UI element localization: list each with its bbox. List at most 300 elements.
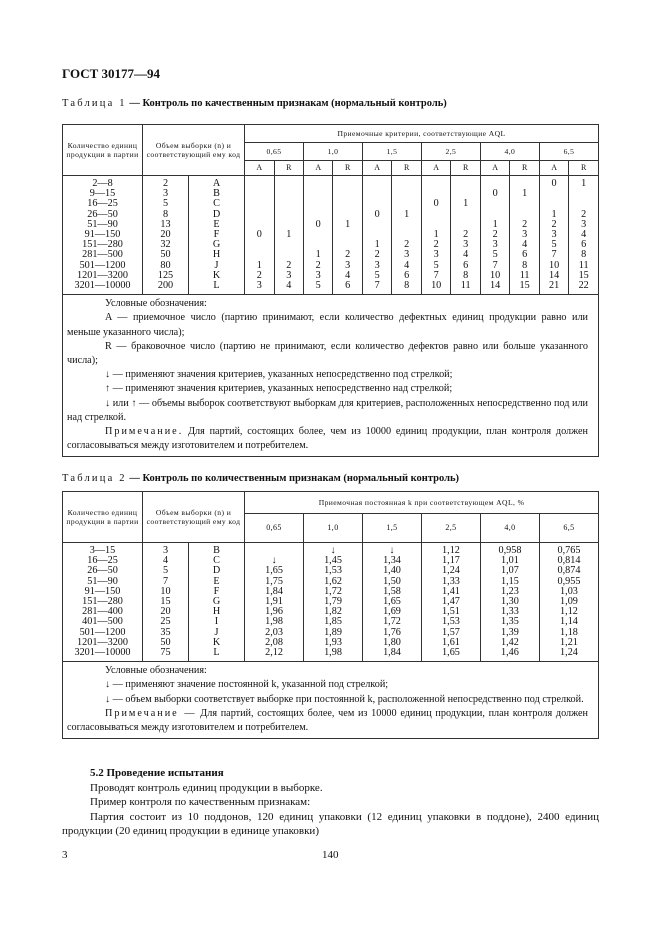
document-header: ГОСТ 30177—94: [62, 66, 161, 81]
table1-remark-text: Для партий, состоящих более, чем из 10000 единиц продукции, план контроля должен согласовываться между изготовителем и потребителем.: [67, 426, 588, 452]
table2-cell: 1,57: [421, 628, 480, 638]
table1-cell: 3: [451, 240, 480, 250]
table1-caption-title: Контроль по качественным признакам (нормальный контроль): [142, 98, 447, 109]
table1-cell: 2: [510, 220, 539, 230]
table2-cell: 3201—10000: [63, 648, 143, 662]
table2-cell: 0,955: [539, 577, 598, 587]
table1-a-header: A: [362, 160, 391, 175]
table2-cell: 1,65: [245, 566, 304, 576]
table1-cell: [245, 240, 274, 250]
table1-a-header: A: [539, 160, 568, 175]
table2-aql-header: 2,5: [421, 514, 480, 543]
table2-aql-header: 1,0: [304, 514, 363, 543]
table1-cell: 7: [480, 261, 509, 271]
section-title-text: 5.2 Проведение испытания: [90, 767, 224, 779]
table2-remark-text: Для партий, состоящих более, чем из 10000 единиц продукции, план контроля должен согласовываться между изготовителем и потребителем.: [67, 707, 588, 734]
table1-cell: 5: [421, 261, 450, 271]
table2-cell: 1,76: [362, 628, 421, 638]
table2-cell: ↓: [245, 556, 304, 566]
table2-cell: 1,58: [362, 587, 421, 597]
table1-aql-header: 1,0: [303, 143, 362, 160]
table1-cell: 2—8: [63, 176, 143, 190]
table1-cell: 20: [143, 230, 189, 240]
table1-cell: E: [189, 220, 245, 230]
table1-cell: [362, 220, 391, 230]
table1-cell: 2: [480, 230, 509, 240]
table2-cell: 401—500: [63, 617, 143, 627]
table1-row: [63, 176, 599, 190]
table2-cell: 3—15: [63, 543, 143, 557]
table2-caption-prefix: Таблица 2: [62, 473, 127, 484]
table1-cell: [480, 176, 509, 190]
table1-cell: 200: [143, 281, 189, 295]
table1-cell: [362, 176, 391, 190]
table1-caption-prefix: Таблица 1: [62, 98, 127, 109]
table2-cell: ↓: [304, 543, 363, 557]
table2-cell: 1,53: [421, 617, 480, 627]
table1-cell: 50: [143, 250, 189, 260]
table1-cell: [451, 176, 480, 190]
table1-row: [63, 240, 599, 250]
table1-cell: [303, 199, 332, 209]
table1-cell: 0: [539, 176, 568, 190]
section-paragraph-1: Проводят контроль единиц продукции в выборке.: [90, 781, 323, 794]
table2-cell: 26—50: [63, 566, 143, 576]
table1-cell: K: [189, 271, 245, 281]
table1-cell: 2: [392, 240, 421, 250]
table1-cell: [362, 189, 391, 199]
table1-cell: 16—25: [63, 199, 143, 209]
table2-cell: 4: [143, 556, 189, 566]
table2-cell: 1,91: [245, 597, 304, 607]
table1-cell: 3: [510, 230, 539, 240]
table2-cell: 1,09: [539, 597, 598, 607]
table1-cell: [451, 210, 480, 220]
table2-cell: E: [189, 577, 245, 587]
table2-cell: 1,01: [480, 556, 539, 566]
table1-row: [63, 220, 599, 230]
table1-cell: [333, 230, 362, 240]
table1-row: [63, 199, 599, 209]
table2-cell: C: [189, 556, 245, 566]
table1-cell: 3: [274, 271, 303, 281]
table1-cell: 6: [333, 281, 362, 295]
table1-aql-header: 1,5: [362, 143, 421, 160]
table1-cell: [274, 240, 303, 250]
table1-body: [63, 176, 599, 295]
table2-cell: 7: [143, 577, 189, 587]
table1-cell: 15: [510, 281, 539, 295]
table2-cell: I: [189, 617, 245, 627]
table1-cell: 21: [539, 281, 568, 295]
table1-cell: [392, 220, 421, 230]
table2-caption: [62, 473, 459, 484]
table1-cell: 1201—3200: [63, 271, 143, 281]
table1-cell: 5: [539, 240, 568, 250]
table2-cell: 1,82: [304, 607, 363, 617]
table1-cell: 4: [274, 281, 303, 295]
table1-cell: 2: [569, 210, 599, 220]
table1-cell: 2: [421, 240, 450, 250]
table1-a-header: A: [480, 160, 509, 175]
table1-cell: 1: [245, 261, 274, 271]
table1-aql-header: 0,65: [245, 143, 304, 160]
table1-cell: 3: [333, 261, 362, 271]
table1-cell: [510, 199, 539, 209]
table1-cell: 3: [569, 220, 599, 230]
table1-cell: 10: [421, 281, 450, 295]
table2-cell: 91—150: [63, 587, 143, 597]
table1-note-r: R — браковочное число (партию не принимают, если количество дефектов равно или больше указанного числа);: [67, 340, 588, 367]
table2-cell: B: [189, 543, 245, 557]
table1-note-down: ↓ — применяют значения критериев, указанных непосредственно под стрелкой;: [105, 369, 453, 381]
table1-row: [63, 189, 599, 199]
table2-cell: 501—1200: [63, 628, 143, 638]
table1-cell: [392, 176, 421, 190]
table1-cell: [274, 189, 303, 199]
table1-row: [63, 250, 599, 260]
table1-cell: 4: [392, 261, 421, 271]
table1-remark: [67, 425, 588, 453]
table2-cell: 1,35: [480, 617, 539, 627]
table2-aql-header: 4,0: [480, 514, 539, 543]
table1-cell: 6: [451, 261, 480, 271]
table1-a-header: A: [303, 160, 332, 175]
table1-cell: [421, 176, 450, 190]
table2-cell: 1,65: [421, 648, 480, 662]
table2-cell: 1,75: [245, 577, 304, 587]
table1-notes: [63, 295, 599, 457]
table2-cell: 20: [143, 607, 189, 617]
table2-col-lot: Количество единиц продукции в партии: [63, 492, 143, 543]
table1-cell: 8: [392, 281, 421, 295]
table1-cell: 3: [480, 240, 509, 250]
table2-cell: 1,03: [539, 587, 598, 597]
table1-aql-header: 6,5: [539, 143, 598, 160]
table1-r-header: R: [569, 160, 599, 175]
table1-cell: 51—90: [63, 220, 143, 230]
table2-cell: 1,30: [480, 597, 539, 607]
table1-cell: [333, 199, 362, 209]
table2-aql-header: 1,5: [362, 514, 421, 543]
table1-cell: 4: [510, 240, 539, 250]
table1-cell: 2: [245, 271, 274, 281]
table1-cell: 4: [333, 271, 362, 281]
table1-cell: F: [189, 230, 245, 240]
table1-cell: 0: [303, 220, 332, 230]
table1-cell: 4: [569, 230, 599, 240]
table2-note-down2: ↓ — объем выборки соответствует выборке при постоянной k, расположенной непосредственно под стрелкой.: [105, 693, 584, 705]
table1-cell: 0: [480, 189, 509, 199]
section-paragraph-3: Партия состоит из 10 поддонов, 120 единиц упаковки (12 единиц упаковки в поддоне), 2400 единиц продукции (20 единиц продукции в единице упаковки): [62, 810, 599, 838]
table1-cell: 2: [143, 176, 189, 190]
table2-cell: 51—90: [63, 577, 143, 587]
table2-cell: 1,40: [362, 566, 421, 576]
table1-a-header: A: [421, 160, 450, 175]
table2-aql-header: 6,5: [539, 514, 598, 543]
table1-cell: 6: [510, 250, 539, 260]
table1-cell: 11: [451, 281, 480, 295]
table2-cell: 1,07: [480, 566, 539, 576]
table2-remark-label: Примечание —: [105, 707, 197, 719]
table2-cell: 2,03: [245, 628, 304, 638]
table1: [62, 124, 599, 457]
table1-col-code: Объем выборки (n) и соответствующий ему код: [143, 125, 245, 176]
table2-cell: 1,24: [421, 566, 480, 576]
table1-cell: 7: [421, 271, 450, 281]
table2-cell: [245, 543, 304, 557]
table1-cell: 125: [143, 271, 189, 281]
table2-cell: 1,21: [539, 638, 598, 648]
table2-cell: 50: [143, 638, 189, 648]
table2-cell: 1,39: [480, 628, 539, 638]
table2-col-criteria: Приемочная постоянная k при соответствующем AQL, %: [245, 492, 599, 514]
table1-cell: 0: [421, 199, 450, 209]
table1-cell: 6: [569, 240, 599, 250]
table1-aql-header: 4,0: [480, 143, 539, 160]
section-paragraph-2: Пример контроля по качественным признакам:: [90, 796, 311, 809]
table2-col-code: Объем выборки (n) и соответствующий ему код: [143, 492, 245, 543]
table1-r-header: R: [274, 160, 303, 175]
table1-cell: 1: [333, 220, 362, 230]
table2-cell: 1,79: [304, 597, 363, 607]
table2-cell: D: [189, 566, 245, 576]
table1-a-header: A: [245, 160, 274, 175]
table1-note-up: ↑ — применяют значения критериев, указанных непосредственно над стрелкой;: [105, 383, 453, 395]
table2-cell: 1201—3200: [63, 638, 143, 648]
table1-cell: 13: [143, 220, 189, 230]
table2-cell: 1,80: [362, 638, 421, 648]
table2-cell: 1,84: [245, 587, 304, 597]
table1-cell: [333, 176, 362, 190]
table1-cell: H: [189, 250, 245, 260]
table1-cell: B: [189, 189, 245, 199]
table2-cell: 15: [143, 597, 189, 607]
table2-cell: 1,33: [421, 577, 480, 587]
table1-cell: L: [189, 281, 245, 295]
table2-cell: 1,72: [304, 587, 363, 597]
table2-cell: 1,89: [304, 628, 363, 638]
table2-cell: 1,45: [304, 556, 363, 566]
table1-cell: 14: [539, 271, 568, 281]
table1-cell: 5: [362, 271, 391, 281]
table2-cell: 35: [143, 628, 189, 638]
table1-cell: 281—500: [63, 250, 143, 260]
table1-cell: 3: [245, 281, 274, 295]
table2-cell: 2,12: [245, 648, 304, 662]
section-title: [62, 766, 599, 781]
table2-cell: 0,874: [539, 566, 598, 576]
table2-cell: 1,69: [362, 607, 421, 617]
table1-cell: 1: [480, 220, 509, 230]
table2-cell: 5: [143, 566, 189, 576]
table2-cell: F: [189, 587, 245, 597]
table2-caption-title: Контроль по количественным признакам (нормальный контроль): [142, 473, 460, 484]
table1-cell: 1: [362, 240, 391, 250]
table1-cell: 1: [274, 230, 303, 240]
table2-cell: 0,814: [539, 556, 598, 566]
table1-cell: 0: [362, 210, 391, 220]
table1-cell: 8: [451, 271, 480, 281]
table2-cell: 1,98: [245, 617, 304, 627]
table1-caption: [62, 98, 447, 109]
table2-cell: 1,96: [245, 607, 304, 617]
table1-r-header: R: [451, 160, 480, 175]
table1-row: [63, 210, 599, 220]
table2-cell: 0,765: [539, 543, 598, 557]
table2-notes-title: Условные обозначения:: [105, 665, 207, 677]
table1-cell: D: [189, 210, 245, 220]
table2-cell: 1,47: [421, 597, 480, 607]
table1-cell: [303, 176, 332, 190]
table2-cell: 1,14: [539, 617, 598, 627]
table1-cell: [480, 199, 509, 209]
table1-row: [63, 271, 599, 281]
table2-cell: 1,85: [304, 617, 363, 627]
table1-cell: 1: [569, 176, 599, 190]
table2-cell: 1,51: [421, 607, 480, 617]
table2-cell: 75: [143, 648, 189, 662]
table2-cell: 1,62: [304, 577, 363, 587]
table1-cell: 80: [143, 261, 189, 271]
table1-cell: J: [189, 261, 245, 271]
table2-cell: 10: [143, 587, 189, 597]
table2-body: [63, 543, 599, 662]
table1-cell: 3201—10000: [63, 281, 143, 295]
table2-remark: [67, 707, 588, 735]
table2-cell: 1,50: [362, 577, 421, 587]
table1-cell: 3: [143, 189, 189, 199]
table1-r-header: R: [392, 160, 421, 175]
table1-cell: 8: [569, 250, 599, 260]
table2-cell: 3: [143, 543, 189, 557]
table1-r-header: R: [333, 160, 362, 175]
table1-cell: 151—280: [63, 240, 143, 250]
table2-cell: G: [189, 597, 245, 607]
table1-cell: 3: [362, 261, 391, 271]
table1-note-a: A — приемочное число (партию принимают, если количество дефектных единиц продукции равно или меньше указанного числа);: [67, 312, 588, 338]
table2-cell: 25: [143, 617, 189, 627]
table2-cell: 1,12: [539, 607, 598, 617]
table1-cell: [421, 210, 450, 220]
table2-cell: 1,41: [421, 587, 480, 597]
table2-row: [63, 543, 599, 557]
table2-cell: 1,93: [304, 638, 363, 648]
table1-cell: 2: [451, 230, 480, 240]
page-number-left: 3: [62, 849, 68, 861]
table1-cell: 2: [362, 250, 391, 260]
table1-cell: 15: [569, 271, 599, 281]
table1-cell: 7: [362, 281, 391, 295]
table1-cell: 2: [303, 261, 332, 271]
table1-cell: G: [189, 240, 245, 250]
table1-cell: 1: [451, 199, 480, 209]
table1-cell: [245, 199, 274, 209]
table1-cell: 3: [392, 250, 421, 260]
table1-cell: [303, 189, 332, 199]
table2-cell: 1,33: [480, 607, 539, 617]
table1-cell: 32: [143, 240, 189, 250]
table2-cell: 2,08: [245, 638, 304, 648]
table1-cell: 3: [303, 271, 332, 281]
table1-cell: 3: [421, 250, 450, 260]
table1-cell: A: [189, 176, 245, 190]
table1-note-both: ↓ или ↑ — объемы выборок соответствуют выборкам для критериев, расположенных непосредственно под или над стрелкой.: [67, 397, 588, 423]
table2: [62, 491, 599, 739]
table1-cell: 5: [143, 199, 189, 209]
table1-row: [63, 281, 599, 295]
table2-cell: 1,65: [362, 597, 421, 607]
table2-caption-dash: —: [126, 473, 143, 484]
table2-cell: 1,84: [362, 648, 421, 662]
table1-caption-dash: —: [126, 98, 143, 109]
table2-cell: 1,34: [362, 556, 421, 566]
table1-cell: 8: [510, 261, 539, 271]
table1-cell: 1: [421, 230, 450, 240]
table2-cell: J: [189, 628, 245, 638]
table2-notes: [63, 662, 599, 739]
table2-cell: H: [189, 607, 245, 617]
table1-row: [63, 230, 599, 240]
page-number-center: 140: [322, 849, 339, 861]
table1-cell: 2: [274, 261, 303, 271]
table1-cell: 5: [480, 250, 509, 260]
table1-cell: [274, 176, 303, 190]
table2-cell: 281—400: [63, 607, 143, 617]
table1-cell: 501—1200: [63, 261, 143, 271]
table1-cell: [333, 189, 362, 199]
table1-cell: [392, 189, 421, 199]
table1-cell: 10: [539, 261, 568, 271]
table2-cell: 151—280: [63, 597, 143, 607]
table2-cell: 1,72: [362, 617, 421, 627]
table2-cell: 0,958: [480, 543, 539, 557]
table1-cell: 1: [510, 189, 539, 199]
table1-cell: 14: [480, 281, 509, 295]
table1-cell: 5: [303, 281, 332, 295]
table2-note-down: ↓ — применяют значение постоянной k, указанной под стрелкой;: [105, 679, 389, 691]
table1-cell: [569, 189, 599, 199]
table2-cell: K: [189, 638, 245, 648]
table1-cell: [245, 210, 274, 220]
table2-cell: 1,46: [480, 648, 539, 662]
table2-cell: 1,12: [421, 543, 480, 557]
table2-cell: 1,42: [480, 638, 539, 648]
table1-notes-title: Условные обозначения:: [105, 298, 207, 310]
table1-cell: 3: [539, 230, 568, 240]
table1-cell: [539, 189, 568, 199]
table1-cell: [245, 189, 274, 199]
table1-cell: 2: [333, 250, 362, 260]
table1-row: [63, 261, 599, 271]
table1-cell: 0: [245, 230, 274, 240]
table1-col-lot: Количество единиц продукции в партии: [63, 125, 143, 176]
table2-cell: 1,24: [539, 648, 598, 662]
table2-cell: 16—25: [63, 556, 143, 566]
table1-cell: 10: [480, 271, 509, 281]
table1-cell: 22: [569, 281, 599, 295]
table2-row: [63, 648, 599, 662]
table2-cell: 1,15: [480, 577, 539, 587]
table1-cell: 1: [303, 250, 332, 260]
table1-cell: [245, 176, 274, 190]
table1-cell: 2: [539, 220, 568, 230]
table1-cell: [303, 230, 332, 240]
table1-cell: 8: [143, 210, 189, 220]
table2-cell: 1,17: [421, 556, 480, 566]
table2-aql-header: 0,65: [245, 514, 304, 543]
table1-cell: 1: [539, 210, 568, 220]
